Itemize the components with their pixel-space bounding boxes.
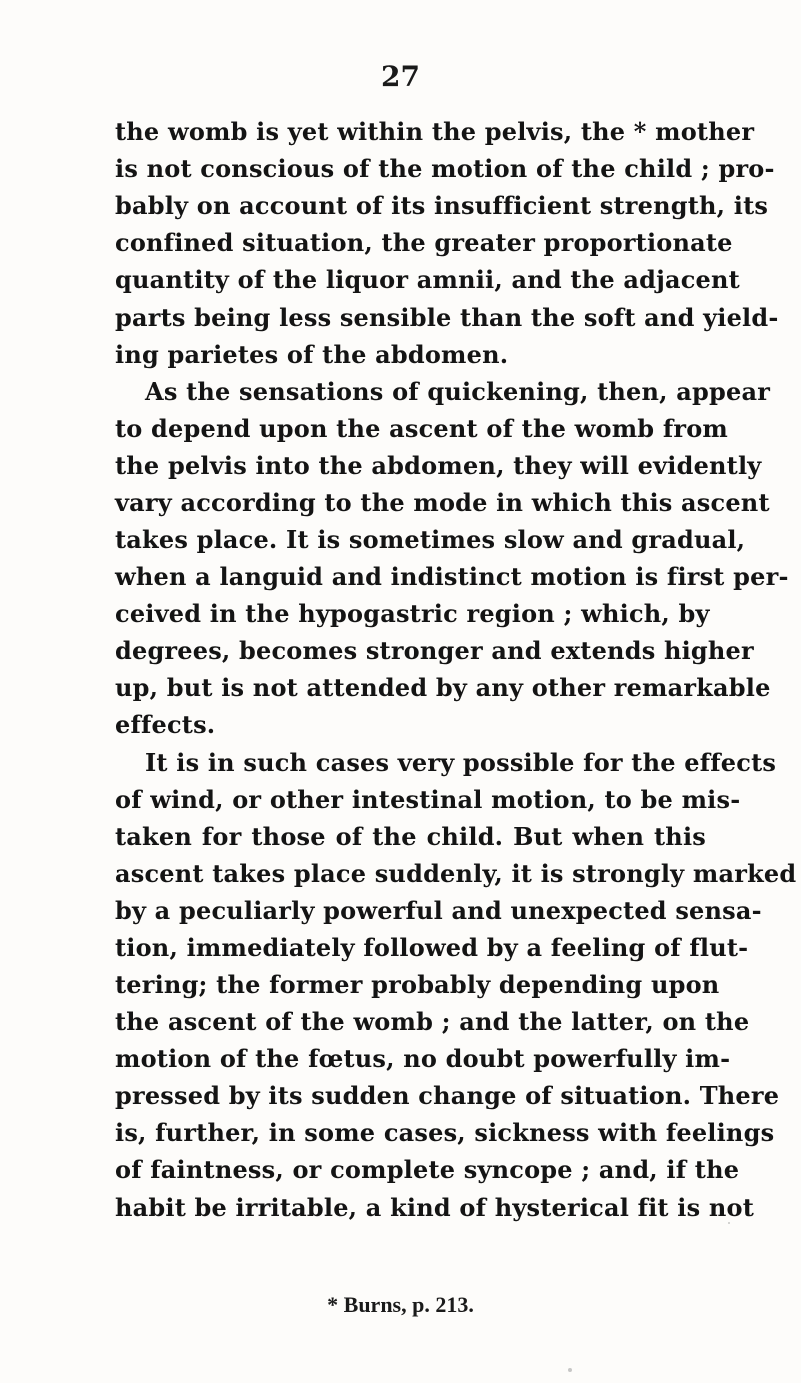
text-line: vary according to the mode in which this ascent: [115, 488, 770, 517]
text-line: habit be irritable, a kind of hysterical fit is not: [115, 1193, 754, 1222]
text-line: ing parietes of the abdomen.: [115, 340, 509, 369]
text-line: tering; the former probably depending upon: [115, 970, 720, 999]
text-line: of wind, or other intestinal motion, to be mis-: [115, 785, 741, 814]
text-line: degrees, becomes stronger and extends higher: [115, 636, 754, 665]
text-line: As the sensations of quickening, then, appear: [145, 377, 771, 406]
text-line: up, but is not attended by any other remarkable: [115, 673, 771, 702]
text-line: the pelvis into the abdomen, they will evidently: [115, 451, 762, 480]
text-line: takes place. It is sometimes slow and gradual,: [115, 525, 746, 554]
text-line: taken for those of the child. But when this: [115, 822, 706, 851]
paper-speck: [728, 1222, 730, 1224]
text-line: confined situation, the greater proportionate: [115, 228, 733, 257]
text-line: motion of the fœtus, no doubt powerfully im-: [115, 1044, 731, 1073]
text-line: ascent takes place suddenly, it is strongly marked: [115, 859, 797, 888]
text-line: pressed by its sudden change of situation. There: [115, 1081, 780, 1110]
text-line: is, further, in some cases, sickness with feelings: [115, 1118, 775, 1147]
text-line: when a languid and indistinct motion is first per-: [115, 562, 789, 591]
text-line: parts being less sensible than the soft and yield-: [115, 303, 779, 332]
text-line: by a peculiarly powerful and unexpected sensa-: [115, 896, 762, 925]
text-line: the womb is yet within the pelvis, the * mother: [115, 117, 755, 146]
footnote: * Burns, p. 213.: [327, 1292, 474, 1317]
paper-speck: [568, 1368, 572, 1372]
text-line: It is in such cases very possible for the effects: [145, 748, 777, 777]
text-line: to depend upon the ascent of the womb from: [115, 414, 728, 443]
page-number: 27: [381, 60, 420, 93]
text-line: bably on account of its insufficient strength, its: [115, 191, 769, 220]
text-line: effects.: [115, 710, 216, 739]
text-line: tion, immediately followed by a feeling of flut-: [115, 933, 749, 962]
text-line: of faintness, or complete syncope ; and, if the: [115, 1155, 740, 1184]
text-line: is not conscious of the motion of the child ; pro-: [115, 154, 775, 183]
text-line: the ascent of the womb ; and the latter, on the: [115, 1007, 750, 1036]
text-line: ceived in the hypogastric region ; which, by: [115, 599, 710, 628]
text-line: quantity of the liquor amnii, and the adjacent: [115, 265, 740, 294]
